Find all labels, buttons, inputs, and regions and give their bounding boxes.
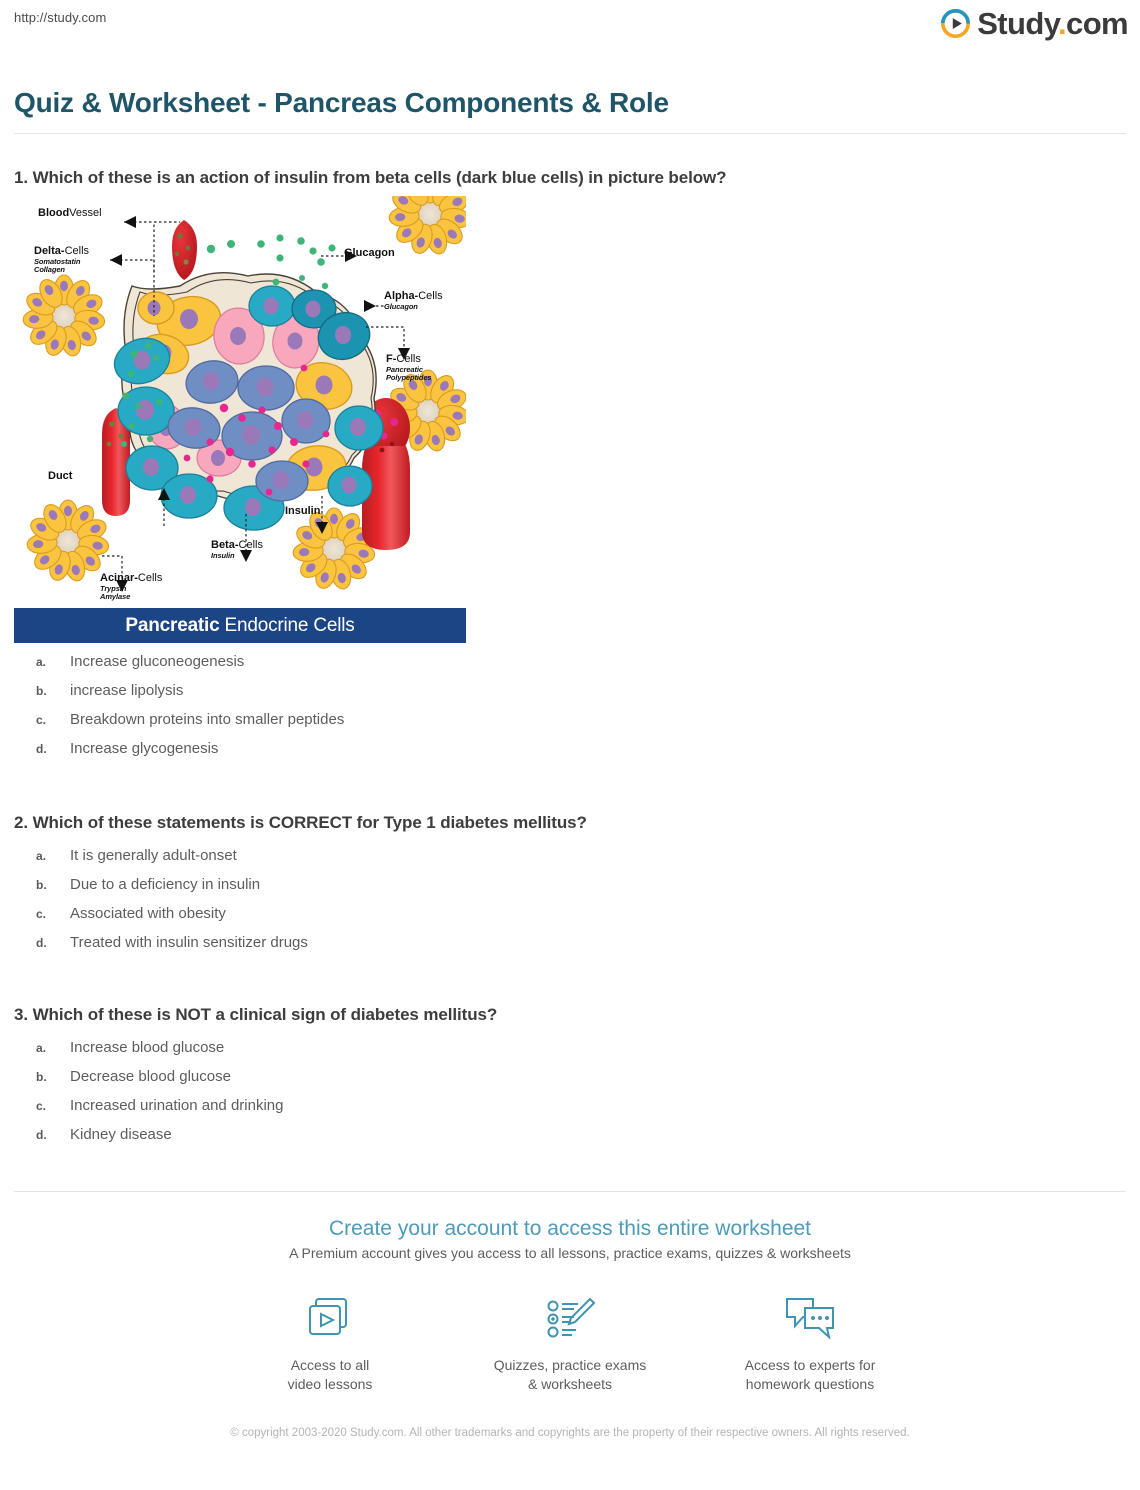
perk-label: Access to all video lessons [287, 1357, 373, 1392]
footer-divider [14, 1191, 1126, 1192]
question-2-text: 2. Which of these statements is CORRECT for Type 1 diabetes mellitus? [14, 813, 587, 832]
answer-letter: b. [36, 1070, 47, 1084]
answer-option[interactable] [14, 934, 914, 951]
answer-letter: c. [36, 1099, 47, 1113]
glucagon-granules [207, 234, 336, 265]
answer-text: It is generally adult-onset [70, 847, 237, 864]
pancreatic-endocrine-cells-figure [14, 196, 466, 643]
label-insulin: Insulin [285, 505, 321, 517]
answer-letter: c. [36, 907, 47, 921]
answer-option[interactable] [14, 1097, 914, 1114]
brand-tld: com [1066, 6, 1128, 41]
answer-text: Increase glycogenesis [70, 740, 219, 757]
figure-caption [14, 608, 466, 643]
perk-video-lessons [230, 1288, 430, 1394]
question-2 [14, 813, 914, 963]
header-divider [14, 133, 1126, 134]
answer-option[interactable] [14, 711, 714, 728]
answer-option[interactable] [14, 1039, 914, 1056]
answer-text: Increased urination and drinking [70, 1097, 284, 1114]
perk-experts [710, 1288, 910, 1394]
answer-letter: d. [36, 742, 47, 756]
answer-text: Decrease blood glucose [70, 1068, 231, 1085]
study-com-logo[interactable] [941, 8, 1128, 39]
page-title: Quiz & Worksheet - Pancreas Components & Role [14, 86, 669, 118]
label-f-cells: F-Cells Pancreatic Polypeptides [386, 353, 432, 382]
islet-cells [109, 275, 383, 530]
label-duct: Duct [48, 470, 73, 482]
label-blood-vessel: BloodVessel [38, 207, 102, 219]
answer-letter: b. [36, 684, 47, 698]
create-account-link[interactable]: Create your account to access this entire worksheet [328, 1217, 812, 1240]
play-circle-icon [941, 9, 970, 38]
figure-caption-bold: Pancreatic [125, 614, 220, 636]
answer-letter: d. [36, 1128, 47, 1142]
chat-bubbles-icon [710, 1288, 910, 1350]
answer-text: increase lipolysis [70, 682, 184, 699]
perks-row [230, 1288, 910, 1394]
answer-text: Due to a deficiency in insulin [70, 876, 261, 893]
question-3 [14, 1005, 914, 1155]
answer-letter: a. [36, 849, 47, 863]
copyright-notice: © copyright 2003-2020 Study.com. All other trademarks and copyrights are the property of their respective owners. All rights reserved. [230, 1427, 910, 1439]
perk-label: Access to experts for homework questions [744, 1357, 876, 1392]
video-play-stack-icon [230, 1288, 430, 1350]
question-1-answers [14, 653, 714, 769]
answer-option[interactable] [14, 876, 914, 893]
answer-option[interactable] [14, 682, 714, 699]
brand-name: Study [977, 6, 1059, 41]
quiz-checklist-pencil-icon [470, 1288, 670, 1350]
answer-text: Increase gluconeogenesis [70, 653, 245, 670]
answer-letter: a. [36, 1041, 47, 1055]
answer-option[interactable] [14, 847, 914, 864]
answer-text: Kidney disease [70, 1126, 172, 1143]
question-3-text: 3. Which of these is NOT a clinical sign of diabetes mellitus? [14, 1005, 498, 1024]
label-glucagon: Glucagon [344, 247, 395, 259]
perk-quizzes [470, 1288, 670, 1394]
question-1-text: 1. Which of these is an action of insulin from beta cells (dark blue cells) in picture below? [14, 168, 727, 187]
label-delta-cells: Delta-Cells Somatostatin Collagen [34, 245, 90, 274]
label-beta-cells: Beta-Cells Insulin [211, 539, 263, 560]
question-1 [14, 168, 726, 194]
answer-letter: a. [36, 655, 47, 669]
answer-text: Treated with insulin sensitizer drugs [70, 934, 308, 951]
perk-label: Quizzes, practice exams & worksheets [493, 1357, 647, 1392]
answer-option[interactable] [14, 1126, 914, 1143]
answer-option[interactable] [14, 740, 714, 757]
label-acinar-cells: Acinar-Cells Trypsin Amylase [100, 572, 163, 601]
brand-dot: . [1058, 6, 1067, 41]
answer-text: Associated with obesity [70, 905, 226, 922]
premium-account-subline: A Premium account gives you access to all lessons, practice exams, quizzes & worksheets [289, 1245, 851, 1261]
figure-caption-rest: Endocrine Cells [224, 614, 355, 636]
answer-text: Breakdown proteins into smaller peptides [70, 711, 345, 728]
answer-letter: c. [36, 713, 47, 727]
label-alpha-cells: Alpha-Cells Glucagon [384, 290, 443, 311]
answer-option[interactable] [14, 905, 914, 922]
answer-option[interactable] [14, 653, 714, 670]
blood-vessel-top-left [172, 220, 197, 280]
answer-letter: b. [36, 878, 47, 892]
brand-wordmark [977, 8, 1128, 39]
answer-text: Increase blood glucose [70, 1039, 225, 1056]
page-url: http://study.com [14, 10, 107, 25]
answer-letter: d. [36, 936, 47, 950]
answer-option[interactable] [14, 1068, 914, 1085]
